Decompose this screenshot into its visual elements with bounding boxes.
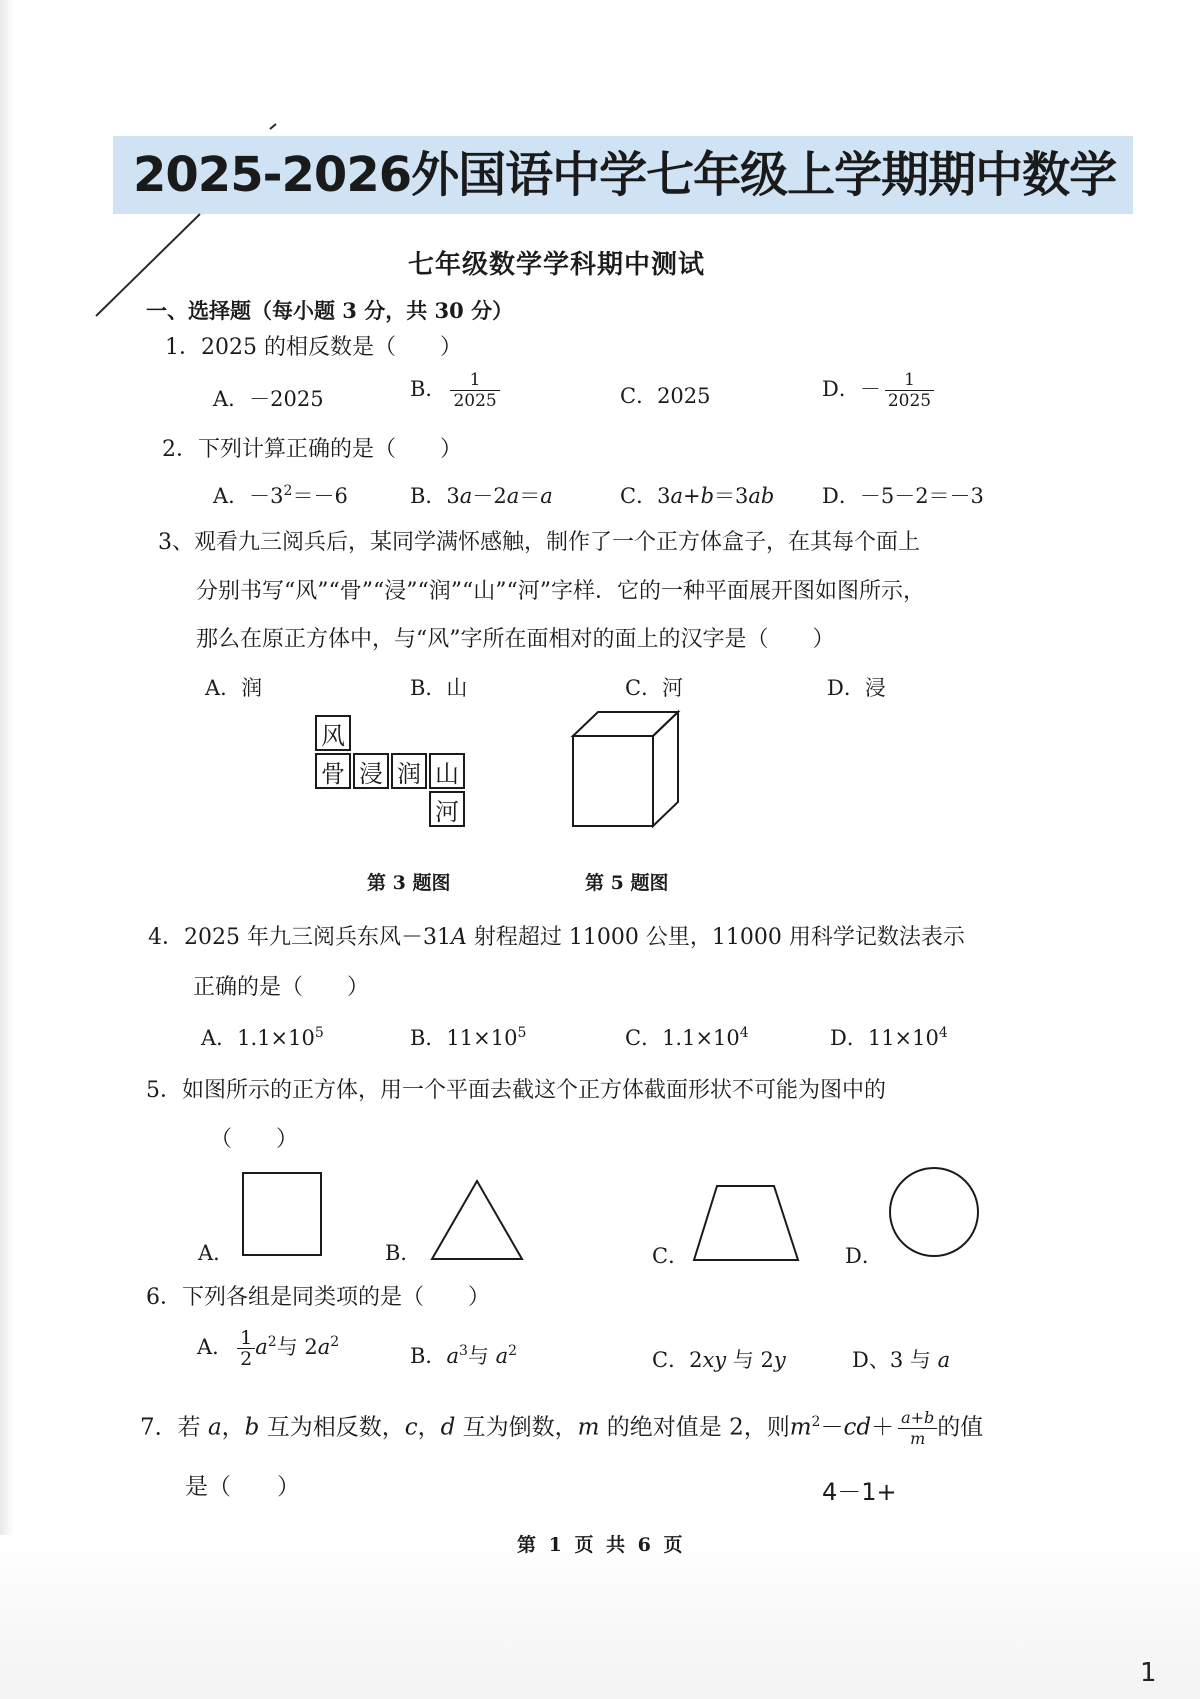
q2-stem: 2．下列计算正确的是（ ） — [162, 437, 462, 462]
fraction-numerator: 1 — [885, 370, 934, 391]
q4-a-exponent: 5 — [314, 1025, 324, 1041]
q7-text: 的值 — [937, 1414, 984, 1441]
net-cell-he: 河 — [429, 791, 465, 827]
q2-b-var: a — [506, 484, 520, 508]
q7-var: a — [207, 1414, 222, 1441]
q4-option-d — [830, 1022, 948, 1052]
q4-option-c — [625, 1022, 749, 1052]
q3-line-1: 3、观看九三阅兵后，某同学满怀感触，制作了一个正方体盒子，在其每个面上 — [158, 530, 920, 555]
q6-option-c — [652, 1344, 786, 1374]
banner-title: 2025-2026外国语中学七年级上学期期中数学 — [133, 147, 1117, 203]
fraction-denominator: 2 — [240, 1348, 253, 1370]
q2-b-var: a — [459, 484, 473, 508]
net-cell-shan: 山 — [429, 753, 465, 789]
q7-text: 互为倒数， — [455, 1414, 578, 1441]
q3-option-a: A．润 — [205, 676, 263, 700]
q1-option-a: A．－2025 — [213, 387, 324, 411]
q7-text: ， — [417, 1414, 441, 1441]
q2-c-var: ab — [748, 484, 775, 508]
q2-a-exponent: 2 — [283, 483, 293, 499]
q2-c-part: C．3 — [620, 484, 671, 508]
q6-b-label: B． — [410, 1344, 447, 1368]
q4-option-a — [201, 1022, 324, 1052]
q6-c-label: C．2 — [652, 1348, 703, 1372]
q6-a-exponent: 2 — [267, 1334, 277, 1350]
q4-b-base: B．11×10 — [410, 1026, 518, 1050]
q1-stem: 1．2025 的相反数是（ ） — [165, 335, 462, 360]
q2-option-a — [213, 480, 348, 510]
q6-d-label: D、3 与 — [852, 1348, 938, 1372]
q6-stem: 6．下列各组是同类项的是（ ） — [146, 1285, 490, 1310]
q4-c-base: C．1.1×10 — [625, 1026, 740, 1050]
q1-option-d-fraction — [885, 370, 934, 411]
q1-option-b-label: B． — [410, 377, 447, 401]
fraction-numerator: 1 — [237, 1328, 255, 1349]
q6-option-a — [197, 1328, 339, 1369]
figure-5-caption: 第 5 题图 — [585, 872, 669, 894]
trapezoid-shape — [690, 1182, 802, 1264]
q7-text: 7．若 — [140, 1414, 208, 1441]
q6-b-text: 与 — [467, 1344, 496, 1368]
cube-figure — [570, 708, 685, 830]
q7-expr-fraction — [898, 1408, 937, 1449]
q4-option-b — [410, 1022, 526, 1052]
q6-option-d — [852, 1344, 950, 1374]
q7-text: ， — [221, 1414, 245, 1441]
net-cell-gu: 骨 — [315, 753, 351, 789]
q4-text: 射程超过 11000 公里，11000 用科学记数法表示 — [466, 925, 965, 950]
net-cell-feng: 风 — [315, 715, 351, 751]
q6-a-exponent: 2 — [330, 1334, 340, 1350]
q4-line-1 — [148, 920, 965, 951]
q6-a-var: a — [255, 1335, 268, 1359]
figure-3-caption: 第 3 题图 — [367, 872, 451, 894]
q2-b-part: ＝ — [519, 484, 541, 508]
q5-option-d-label: D． — [845, 1244, 883, 1268]
q2-c-var: b — [700, 484, 715, 508]
q7-var: m — [577, 1414, 600, 1441]
q7-var: c — [404, 1414, 418, 1441]
q7-text: 的绝对值是 2，则 — [599, 1414, 790, 1441]
q4-d-base: D．11×10 — [830, 1026, 939, 1050]
q1-option-b-fraction — [450, 370, 499, 411]
q7-var: b — [244, 1414, 260, 1441]
q7-line-2: 是（ ） — [185, 1474, 300, 1500]
exam-title: 七年级数学学科期中测试 — [408, 250, 706, 280]
q7-expr-var: m — [789, 1414, 812, 1441]
square-shape — [240, 1170, 324, 1260]
q4-line-2: 正确的是（ ） — [193, 975, 370, 1000]
q6-a-var: a — [317, 1335, 331, 1359]
q2-a-part: A．－3 — [213, 484, 284, 508]
q2-b-var: a — [540, 484, 553, 508]
q2-b-part: B．3 — [410, 484, 460, 508]
q7-expr-op: ＋ — [871, 1414, 895, 1441]
q5-line-1: 5．如图所示的正方体，用一个平面去截这个正方体截面形状不可能为图中的 — [146, 1078, 886, 1103]
page-footer: 第 1 页 共 6 页 — [517, 1534, 686, 1556]
q2-c-part: ＝3 — [714, 484, 749, 508]
q7-expr-op: － — [820, 1414, 844, 1441]
q1-option-b — [410, 370, 500, 411]
q6-c-var: xy — [702, 1348, 727, 1372]
q4-text: 4．2025 年九三阅兵东风－31 — [148, 925, 451, 950]
triangle-shape — [428, 1177, 526, 1263]
q7-var: d — [440, 1414, 456, 1441]
q6-a-fraction — [237, 1328, 255, 1369]
q5-option-b-label: B． — [385, 1241, 422, 1265]
q3-option-d: D．浸 — [827, 676, 886, 700]
net-cell-jin: 浸 — [353, 753, 389, 789]
q6-b-var: a — [446, 1344, 459, 1368]
q3-line-2: 分别书写“风”“骨”“浸”“润”“山”“河”字样．它的一种平面展开图如图所示， — [196, 579, 925, 604]
q4-var: A — [450, 925, 467, 950]
q5-option-a-label: A． — [198, 1241, 235, 1265]
q4-d-exponent: 4 — [938, 1025, 948, 1041]
q5-line-2: （ ） — [210, 1127, 299, 1152]
fraction-denominator: m — [910, 1429, 926, 1448]
net-cell-run: 润 — [391, 753, 427, 789]
q6-a-text: 与 2 — [276, 1335, 318, 1359]
q2-b-part: －2 — [472, 484, 507, 508]
q2-c-part: + — [682, 484, 701, 508]
q2-option-d: D．－5－2＝－3 — [822, 484, 984, 508]
q6-c-var: y — [773, 1348, 786, 1372]
q3-option-c: C．河 — [625, 676, 684, 700]
q2-option-c — [620, 480, 774, 510]
q4-a-base: A．1.1×10 — [201, 1026, 315, 1050]
cube-net-figure — [315, 715, 465, 829]
corner-page-number: 1 — [1140, 1658, 1157, 1688]
q6-c-text: 与 2 — [726, 1348, 774, 1372]
q2-option-b — [410, 480, 553, 510]
q2-a-part: ＝－6 — [292, 484, 348, 508]
q6-b-exponent: 2 — [508, 1343, 518, 1359]
q7-expr-exponent: 2 — [811, 1413, 821, 1430]
q1-option-c: C．2025 — [620, 384, 711, 408]
q6-b-exponent: 3 — [458, 1343, 468, 1359]
handwritten-note: 4－1+ — [822, 1478, 897, 1506]
q6-d-var: a — [937, 1348, 951, 1372]
q6-a-label: A． — [197, 1335, 234, 1359]
q2-c-var: a — [670, 484, 683, 508]
q6-b-var: a — [495, 1344, 509, 1368]
q7-text: 互为相反数， — [259, 1414, 405, 1441]
q3-option-b: B．山 — [410, 676, 468, 700]
fraction-numerator: 1 — [450, 370, 499, 391]
q3-line-3: 那么在原正方体中，与“风”字所在面相对的面上的汉字是（ ） — [196, 627, 835, 652]
fraction-denominator: 2025 — [453, 391, 497, 411]
section-heading: 一、选择题（每小题 3 分，共 30 分） — [146, 298, 514, 323]
q1-option-d — [822, 370, 934, 411]
q1-option-d-label: D．－ — [822, 377, 881, 401]
q5-option-c-label: C． — [652, 1244, 690, 1268]
q4-c-exponent: 4 — [739, 1025, 749, 1041]
q4-b-exponent: 5 — [517, 1025, 527, 1041]
q7-line-1 — [140, 1408, 983, 1449]
q7-expr-var: cd — [843, 1414, 872, 1441]
fraction-numerator: a+b — [898, 1408, 937, 1429]
q6-option-b — [410, 1340, 517, 1370]
circle-shape — [886, 1164, 982, 1260]
fraction-denominator: 2025 — [887, 391, 932, 411]
